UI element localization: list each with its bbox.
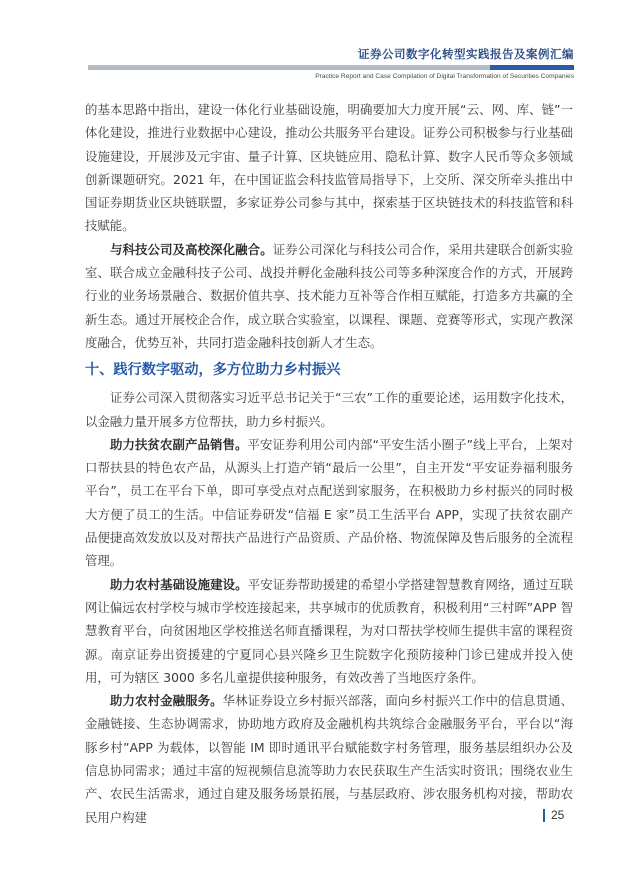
- paragraph-tech-cooperation: [85, 238, 573, 354]
- paragraph-lead: 助力农村金融服务。: [110, 693, 223, 709]
- page-number-bar: [543, 809, 545, 822]
- paragraph-rural-intro: 证券公司深入贯彻落实习近平总书记关于“三农”工作的重要论述，运用数字化技术，以金融力量开展多方位帮扶，助力乡村振兴。: [85, 390, 573, 429]
- page-number: [543, 808, 564, 822]
- paragraph-rural-infrastructure: [85, 573, 573, 689]
- paragraph-product-sales: [85, 433, 573, 573]
- paragraph-rural-finance: [85, 689, 573, 829]
- paragraph-text: 平安证券帮助援建的希望小学搭建智慧教育网络，通过互联网让偏远农村学校与城市学校连接起来，共享城市的优质教育，积极利用“三村晖”APP 智慧教育平台，向贫困地区学校推送名师直播课程，为对口帮扶学校师生提供丰富的课程资源。南京证券出资援建的宁夏同心县兴隆乡卫生院数字化预防接种门诊已建成并投入使用，可为辖区 3000 多名儿童提供接种服务，有效改善了当地医疗条件。: [85, 576, 574, 685]
- paragraph-lead: 助力扶贫农副产品销售。: [110, 436, 248, 452]
- paragraph-text: 平安证券利用公司内部“平安生活小圈子”线上平台，上架对口帮扶县的特色农产品，从源头上打造产销“最后一公里”，自主开发“平安证券福利服务平台”，员工在平台下单，即可享受点对点配送到家服务，在积极助力乡村振兴的同时极大方便了员工的生活。中信证券研发“信福 E 家”员工生活平台 APP，实现了扶贫农副产品便捷高效发放以及对帮扶产品进行产品资质、产品价格、物流保障及售后服务的全流程管理。: [85, 436, 573, 569]
- report-title: 证券公司数字化转型实践报告及案例汇编: [358, 47, 574, 61]
- paragraph-infrastructure: 的基本思路中指出，建设一体化行业基础设施，明确要加大力度开展“云、网、库、链”一体化建设，推进行业数据中心建设，推动公共服务平台建设。证券公司积极参与行业基础设施建设，开展涉及元宇宙、量子计算、区块链应用、隐私计算、数字人民币等众多领域创新课题研究。2021 年，在中国证监会科技监管局指导下，上交所、深交所牵头推出中国证券期货业区块链联盟，多家证券公司参与其中，探索基于区块链技术的科技监管和科技赋能。: [85, 102, 573, 234]
- header-bar-grey: [88, 65, 490, 70]
- header-divider-bar: [88, 65, 574, 70]
- paragraph-lead: 助力农村基础设施建设。: [110, 576, 248, 592]
- paragraph-lead: 与科技公司及高校深化融合。: [110, 241, 273, 257]
- section-heading: 十、践行数字驱动，多方位助力乡村振兴: [85, 362, 341, 379]
- report-subtitle: Practice Report and Case Compilation of Digital Transformation of Securities Companies: [315, 73, 574, 80]
- page-number-text: 25: [551, 808, 565, 822]
- header-bar-blue: [490, 65, 574, 70]
- body-content: [85, 98, 573, 829]
- paragraph-text: 华林证券设立乡村振兴部落，面向乡村振兴工作中的信息贯通、金融链接、生态协调需求，协助地方政府及金融机构共筑综合金融服务平台，平台以“海豚乡村”APP 为载体，以智能 IM 即时通讯平台赋能数字村务管理，服务基层组织办公及信息协同需求；通过丰富的短视频信息流等助力农民获取生产生活实时资讯；围绕农业生产、农民生活需求，通过自建及服务场景拓展，与基层政府、涉农服务机构对接，帮助农民用户构建: [85, 693, 574, 825]
- paragraph-text: 证券公司深化与科技公司合作，采用共建联合创新实验室、联合成立金融科技子公司、战投并孵化金融科技公司等多种深度合作的方式，开展跨行业的业务场景融合、数据价值共享、技术能力互补等合作相互赋能，打造多方共赢的全新生态。通过开展校企合作，成立联合实验室，以课程、课题、竞赛等形式，实现产教深度融合，优势互补，共同打造金融科技创新人才生态。: [85, 241, 574, 350]
